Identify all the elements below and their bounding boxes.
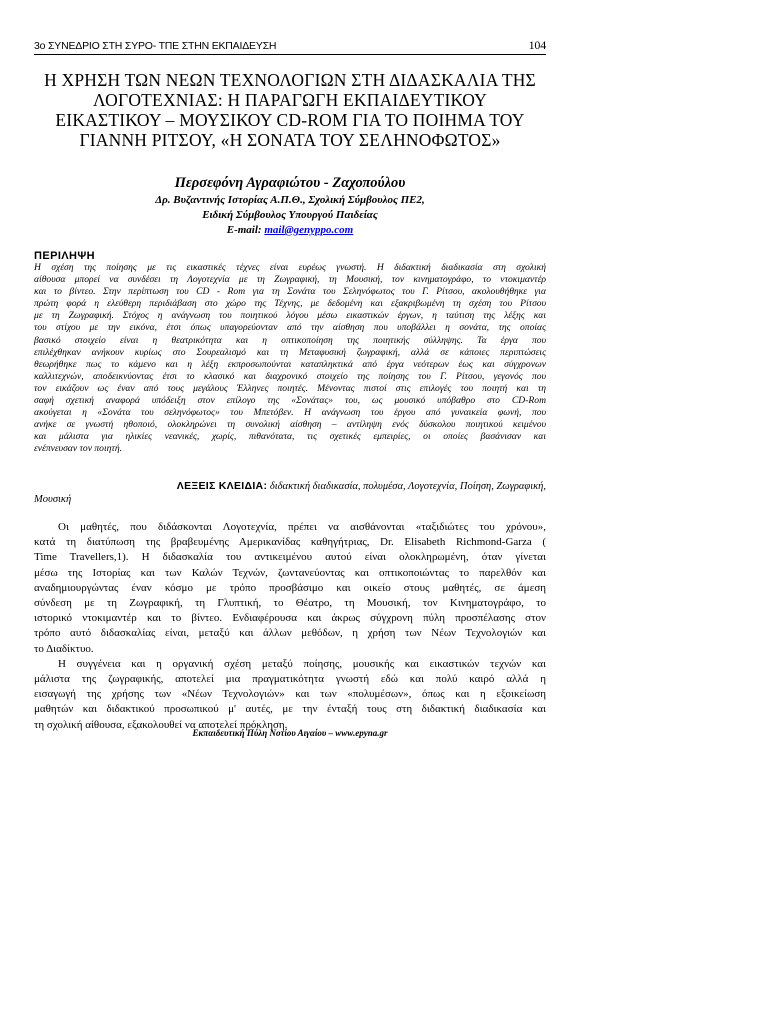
running-header (34, 38, 546, 53)
header-rule (34, 54, 546, 55)
author-affiliation: Ειδική Σύμβουλος Υπουργού Παιδείας (202, 209, 378, 221)
keywords (34, 480, 546, 506)
body-line: Οι μαθητές, που διδάσκονται Λογοτεχνία, πρέπει να αισθάνονται «ταξιδιώτες του χρόνου», (58, 521, 546, 533)
abstract-line: και μάλιστα για ηλικίες νεανικές, χωρίς, πιθανότατα, τις σχετικές εμπειρίες, οι οποίες βασάνισαν και (34, 431, 546, 443)
body-line: εισαγωγή της χρήσης των «Νέων Τεχνολογιών» και των «πολυμέσων», όπως και η εξοικείωση (34, 688, 546, 701)
body-line: ιστορικό ντοκιμαντέρ και το βίντεο. Ενδιαφέρουσα και άκρως σύγχρονη πύλη προσπέλασης στον (34, 612, 546, 625)
abstract-line: ανήκε σε γνωστή ηθοποιό, ολοκληρώνει τη συνολική αίσθηση – αντίληψη ενός δύσκολου ποιητικού κειμένου (34, 419, 546, 431)
title-line: ΕΙΚΑΣΤΙΚΟΥ – ΜΟΥΣΙΚΟΥ CD-ROM ΓΙΑ ΤΟ ΠΟΙΗΜΑ ΤΟΥ (55, 110, 525, 130)
abstract-line: βασικό στοιχείο είναι η θεατρικότητα και η οπτικοποίηση της ποιητικής σύλληψης. Τα έργα που (34, 334, 546, 346)
abstract-line: με τη Ζωγραφική. Στόχος η ανάγνωση του ποιητικού λόγου μέσω εικαστικών έργων, η ταύτιση της λέξης και (34, 310, 546, 322)
body-line: Time Travellers,1). Η διδασκαλία του αντικειμένου αυτού είναι ολοκληρωμένη, όταν γίνεται (34, 551, 546, 564)
paper-title (34, 70, 546, 150)
keywords-line: Μουσική (34, 494, 72, 505)
conference-title: 3ο ΣΥΝΕΔΡΙΟ ΣΤΗ ΣΥΡΟ- ΤΠΕ ΣΤΗΝ ΕΚΠΑΙΔΕΥΣΗ (34, 40, 277, 52)
abstract-line: επιλέχθηκαν ανήκουν κυρίως στο Σουρεαλισμό και τη Μεταφυσική ζωγραφική, αλλά σε κάποιες περιπτώσεις (34, 346, 546, 358)
author-affiliation: Δρ. Βυζαντινής Ιστορίας Α.Π.Θ., Σχολική Σύμβουλος ΠΕ2, (155, 194, 425, 206)
abstract-line: του στίχου με την εικόνα, έτσι όπως υπαγορεύονταν από την αίσθηση που υποβάλλει η σονάτα, της οποίας (34, 322, 546, 334)
keywords-label: ΛΕΞΕΙΣ ΚΛΕΙΔΙΑ: (176, 480, 268, 492)
title-line: ΛΟΓΟΤΕΧΝΙΑΣ: Η ΠΑΡΑΓΩΓΗ ΕΚΠΑΙΔΕΥΤΙΚΟΥ (93, 90, 487, 110)
body-line: μέσω της Ιστορίας και των Καλών Τεχνών, ζωντανεύοντας και οπτικοποιώντας το παρελθόν και (34, 566, 546, 579)
body-line: Η συγγένεια και η οργανική σχέση μεταξύ ποίησης, μουσικής και εικαστικών τεχνών και (58, 657, 546, 670)
abstract-heading: ΠΕΡΙΛΗΨΗ (34, 250, 95, 262)
body-line: σύνδεση με τη Ζωγραφική, τη Γλυπτική, το Θέατρο, τη Μουσική, τον Κινηματογράφο, το (34, 597, 546, 610)
page-number: 104 (528, 38, 546, 52)
abstract-line: πρώτη φορά η ελεύθερη περιδιάβαση στο χώρο της Τέχνης, με δεδομένη και εξακριβωμένη τη σχέση του Ρίτσου (34, 298, 546, 310)
abstract-line: σαφή σχετική αναφορά υπόδειξη στον επίλογο της «Σονάτας» του, ως μουσικό υπόβαθρο στο CD-Rom (34, 395, 546, 407)
body-text (34, 520, 546, 733)
title-line: Η ΧΡΗΣΗ ΤΩΝ ΝΕΩΝ ΤΕΧΝΟΛΟΓΙΩΝ ΣΤΗ ΔΙΔΑΣΚΑΛΙΑ ΤΗΣ (44, 70, 536, 90)
body-line: κατά τη διατύπωση της βραβευμένης Αμερικανίδας καθηγήτριας, Dr. Elisabeth Richmond-Garza ( (34, 536, 546, 549)
abstract-text (34, 262, 546, 456)
abstract-line: ενέπνευσαν τον ποιητή. (34, 443, 122, 455)
abstract-line: καλλιτεχνών, αποδεικνύοντας έτσι το κλασικό και διαχρονικό στοιχείο της ποίησης του Γ. Ρίτσου, γεγονός που (34, 370, 546, 382)
email-label: E-mail: (226, 224, 265, 236)
email-link[interactable]: mail@genyppo.com (264, 224, 354, 236)
footer-portal: Εκπαιδευτική Πύλη Νοτίου Αιγαίου – www.epyna.gr (192, 728, 388, 738)
body-line: τρόπο αυτό διδασκαλίας είναι, μεταξύ και άλλων μεθόδων, η χρήση των Νέων Τεχνολογιών και (34, 627, 546, 640)
abstract-line: και το βίντεο. Στην περίπτωση του CD - Rom για τη Σονάτα του Σεληνόφωτος του Γ. Ρίτσου, ακολουθήθηκε για (34, 286, 546, 298)
body-line: το Διαδίκτυο. (34, 642, 94, 655)
title-line: ΓΙΑΝΝΗ ΡΙΤΣΟΥ, «Η ΣΟΝΑΤΑ ΤΟΥ ΣΕΛΗΝΟΦΩΤΟΣ» (79, 130, 501, 150)
abstract-line: θεωρήθηκε πως το κάμενο και η λέξη εκπροσωπούνται καταπληκτικά από έργα νεότερων έως και σύγχρονων (34, 358, 546, 370)
author-email-line (34, 223, 546, 238)
body-line: τη σχολική αίθουσα, εξακολουθεί να αποτελεί πρόκληση. (34, 718, 288, 731)
body-line: αναδημιουργώντας έναν κόσμο με τρόπο προσβάσιμο και οικείο στους μαθητές, σε άμεση (34, 581, 546, 594)
abstract-line: Η σχέση της ποίησης με τις εικαστικές τέχνες είναι ευρέως γνωστή. Η διδακτική διαδικασία στη σχολική (34, 262, 546, 273)
body-line: μάλιστα της ζωγραφικής, αποτελεί μια πραγματικότητα γνωστή εδώ και πολύ καιρό αλλά η (34, 673, 546, 686)
author-block (34, 174, 546, 238)
author-name: Περσεφόνη Αγραφιώτου - Ζαχοπούλου (174, 175, 406, 191)
keywords-line (34, 480, 546, 493)
abstract-line: αίθουσα μπορεί να συνδέσει τη Λογοτεχνία με τη Ζωγραφική, τη Μουσική, τον κινηματογράφο, το ντοκιμαντέρ (34, 274, 546, 286)
body-line: μαθητών και διδακτικού προσωπικού μ' αυτές, με την ένταξή τους στη διδακτική διαδικασία και (34, 703, 546, 716)
keywords-list: διδακτική διαδικασία, πολυμέσα, Λογοτεχνία, Ποίηση, Ζωγραφική, (267, 481, 546, 492)
abstract-line: τον εικάζουν ως έναν από τους μεγάλους Έλληνες ποιητές. Μένοντας πιστοί στις επιλογές του ποιητή και τη (34, 382, 546, 394)
abstract-line: ακούγεται η «Σονάτα του σεληνόφωτος» του Μπετόβεν. Η ανάγνωση του έργου από γυναικεία φωνή, που (34, 407, 546, 419)
